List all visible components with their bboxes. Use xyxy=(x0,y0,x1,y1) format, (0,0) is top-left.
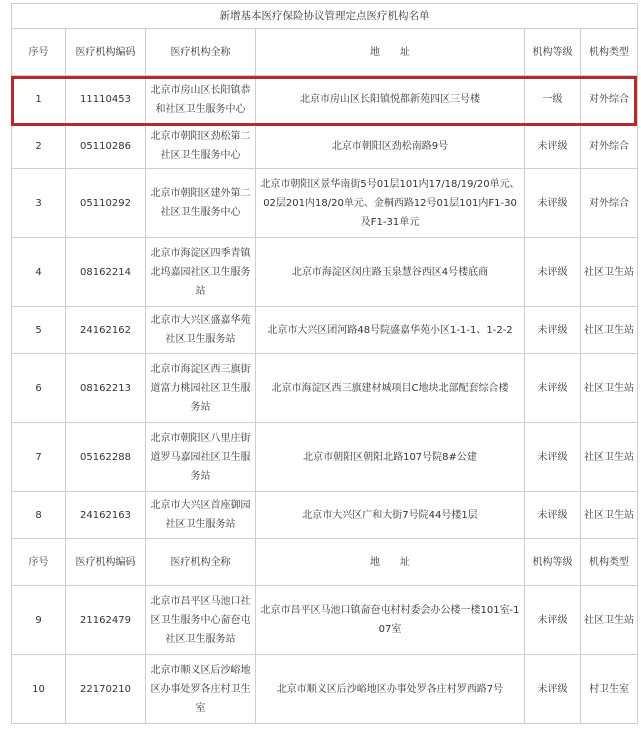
cell-type: 社区卫生站 xyxy=(581,238,638,307)
cell-code: 22170210 xyxy=(66,655,146,724)
table-row xyxy=(12,354,638,423)
cell-name: 北京市朝阳区建外第二社区卫生服务中心 xyxy=(146,169,256,238)
cell-level: 未评级 xyxy=(525,238,581,307)
cell-name: 北京市昌平区马池口社区卫生服务中心奤夿屯社区卫生服务站 xyxy=(146,586,256,655)
table-row xyxy=(12,307,638,354)
cell-no: 7 xyxy=(12,423,66,492)
cell-type: 社区卫生站 xyxy=(581,354,638,423)
cell-address: 北京市顺义区后沙峪地区办事处罗各庄村罗西路7号 xyxy=(256,655,525,724)
cell-no: 3 xyxy=(12,169,66,238)
header-type: 机构类型 xyxy=(581,539,638,586)
cell-address: 北京市房山区长阳镇悦都新苑四区三号楼 xyxy=(256,76,525,124)
cell-address: 北京市朝阳区劲松南路9号 xyxy=(256,124,525,169)
cell-code: 05162288 xyxy=(66,423,146,492)
cell-address: 北京市大兴区广和大街7号院44号楼1层 xyxy=(256,492,525,539)
cell-code: 24162163 xyxy=(66,492,146,539)
header-name: 医疗机构全称 xyxy=(146,539,256,586)
table-row xyxy=(12,76,638,124)
header-type: 机构类型 xyxy=(581,29,638,76)
cell-no: 10 xyxy=(12,655,66,724)
cell-level: 未评级 xyxy=(525,307,581,354)
cell-name: 北京市朝阳区八里庄街道罗马嘉园社区卫生服务站 xyxy=(146,423,256,492)
cell-name: 北京市海淀区西三旗街道富力桃园社区卫生服务站 xyxy=(146,354,256,423)
table-row xyxy=(12,586,638,655)
cell-no: 2 xyxy=(12,124,66,169)
cell-type: 社区卫生站 xyxy=(581,423,638,492)
cell-code: 08162213 xyxy=(66,354,146,423)
table-row xyxy=(12,124,638,169)
cell-no: 4 xyxy=(12,238,66,307)
cell-type: 社区卫生站 xyxy=(581,307,638,354)
cell-address: 北京市海淀区西三旗建材城项目C地块北部配套综合楼 xyxy=(256,354,525,423)
cell-level: 未评级 xyxy=(525,124,581,169)
table-row xyxy=(12,423,638,492)
cell-type: 对外综合 xyxy=(581,124,638,169)
cell-level: 未评级 xyxy=(525,423,581,492)
cell-code: 24162162 xyxy=(66,307,146,354)
cell-address: 北京市朝阳区朝阳北路107号院8#公建 xyxy=(256,423,525,492)
table-row xyxy=(12,169,638,238)
cell-code: 08162214 xyxy=(66,238,146,307)
institution-table xyxy=(11,3,638,724)
cell-name: 北京市朝阳区劲松第二社区卫生服务中心 xyxy=(146,124,256,169)
header-row-repeat xyxy=(12,539,638,586)
cell-type: 村卫生室 xyxy=(581,655,638,724)
cell-code: 05110286 xyxy=(66,124,146,169)
cell-code: 11110453 xyxy=(66,76,146,124)
cell-level: 一级 xyxy=(525,76,581,124)
table-row xyxy=(12,492,638,539)
cell-no: 8 xyxy=(12,492,66,539)
cell-code: 05110292 xyxy=(66,169,146,238)
cell-code: 21162479 xyxy=(66,586,146,655)
cell-type: 对外综合 xyxy=(581,76,638,124)
header-level: 机构等级 xyxy=(525,29,581,76)
cell-type: 社区卫生站 xyxy=(581,586,638,655)
header-row xyxy=(12,29,638,76)
header-code: 医疗机构编码 xyxy=(66,539,146,586)
table-row xyxy=(12,238,638,307)
cell-level: 未评级 xyxy=(525,586,581,655)
table-title: 新增基本医疗保险协议管理定点医疗机构名单 xyxy=(12,4,638,29)
header-no: 序号 xyxy=(12,29,66,76)
header-level: 机构等级 xyxy=(525,539,581,586)
cell-address: 北京市朝阳区景华南街5号01层101内17/18/19/20单元、02层201内18/20单元、金桐西路12号01层101内F1-30及F1-31单元 xyxy=(256,169,525,238)
cell-type: 社区卫生站 xyxy=(581,492,638,539)
cell-address: 北京市大兴区团河路48号院盛嘉华苑小区1-1-1、1-2-2 xyxy=(256,307,525,354)
header-name: 医疗机构全称 xyxy=(146,29,256,76)
cell-no: 5 xyxy=(12,307,66,354)
cell-name: 北京市顺义区后沙峪地区办事处罗各庄村卫生室 xyxy=(146,655,256,724)
table-title-row xyxy=(12,4,638,29)
cell-level: 未评级 xyxy=(525,354,581,423)
cell-level: 未评级 xyxy=(525,169,581,238)
cell-name: 北京市大兴区盛嘉华苑社区卫生服务站 xyxy=(146,307,256,354)
header-address: 地 址 xyxy=(256,539,525,586)
cell-name: 北京市海淀区四季青镇北坞嘉园社区卫生服务站 xyxy=(146,238,256,307)
cell-name: 北京市大兴区首座御园社区卫生服务站 xyxy=(146,492,256,539)
cell-level: 未评级 xyxy=(525,492,581,539)
cell-address: 北京市海淀区闵庄路玉泉慧谷西区4号楼底商 xyxy=(256,238,525,307)
cell-no: 6 xyxy=(12,354,66,423)
cell-no: 1 xyxy=(12,76,66,124)
header-address: 地 址 xyxy=(256,29,525,76)
cell-address: 北京市昌平区马池口镇奤夿屯村村委会办公楼一楼101室-107室 xyxy=(256,586,525,655)
header-code: 医疗机构编码 xyxy=(66,29,146,76)
table-row xyxy=(12,655,638,724)
cell-no: 9 xyxy=(12,586,66,655)
cell-name: 北京市房山区长阳镇恭和社区卫生服务中心 xyxy=(146,76,256,124)
header-no: 序号 xyxy=(12,539,66,586)
cell-type: 对外综合 xyxy=(581,169,638,238)
cell-level: 未评级 xyxy=(525,655,581,724)
